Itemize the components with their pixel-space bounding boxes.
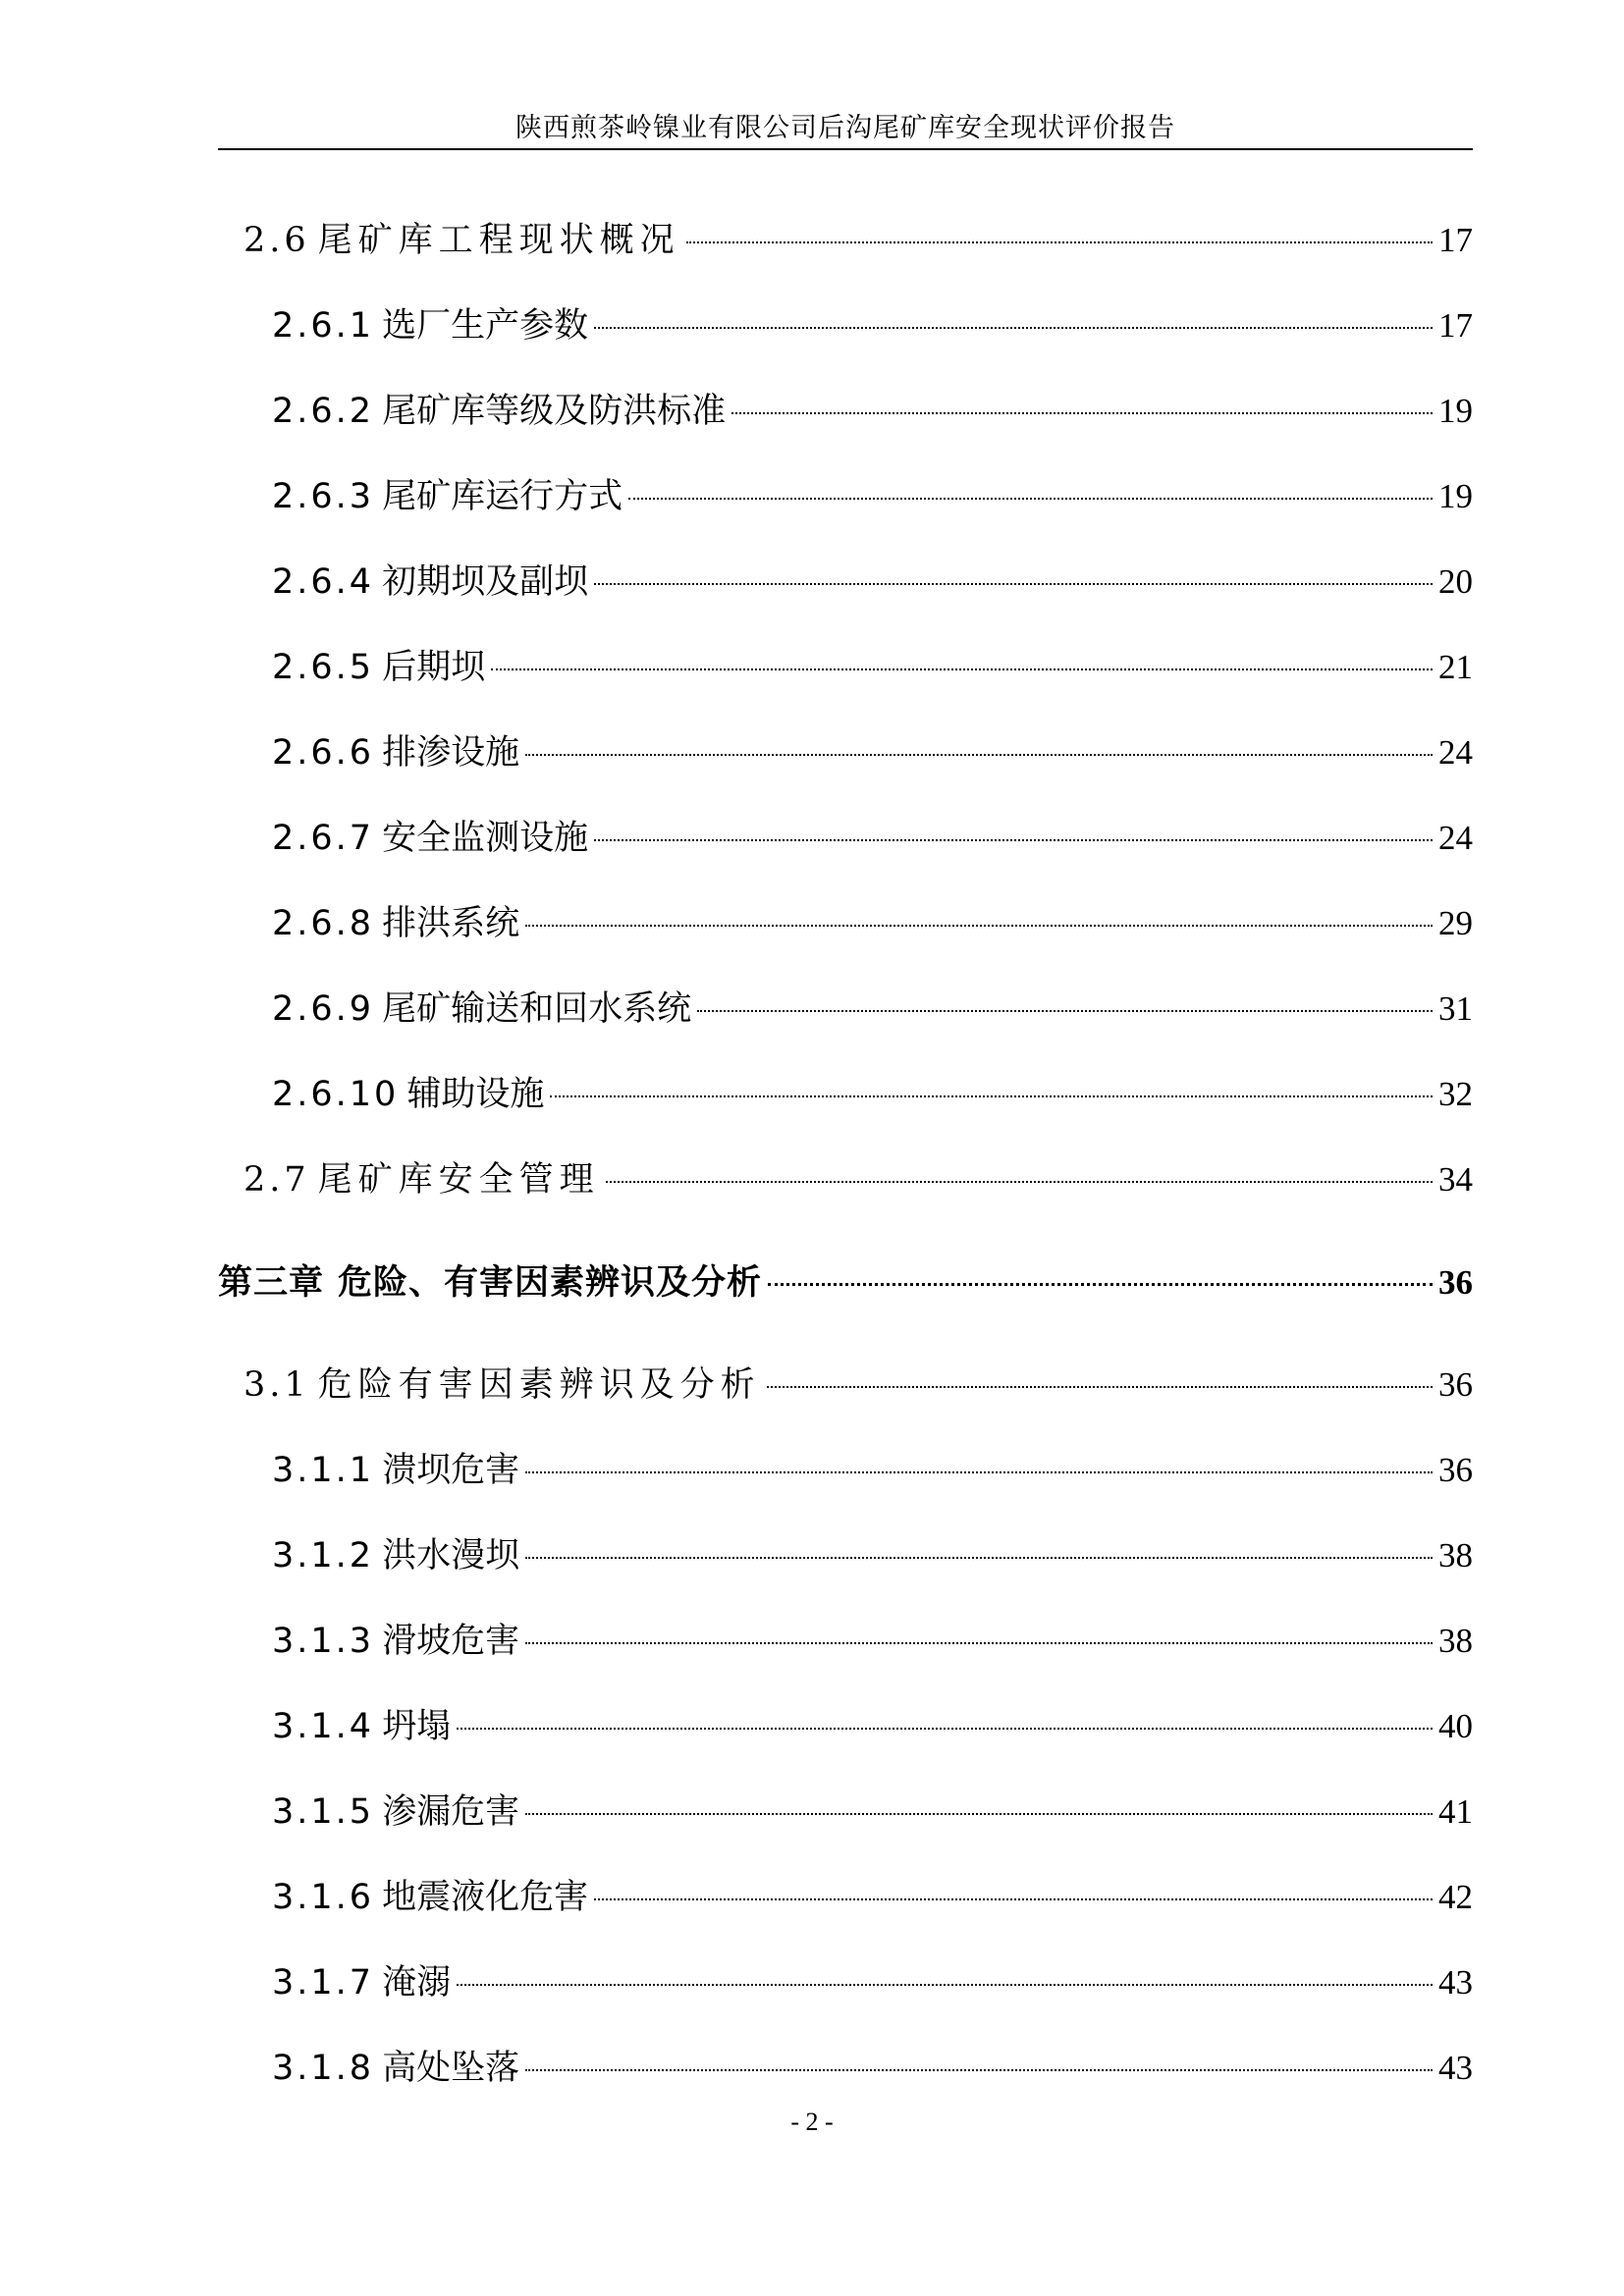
- toc-entry-number: 3.1: [244, 1365, 310, 1405]
- toc-entry-page: 20: [1438, 562, 1473, 601]
- toc-entry-page: 21: [1438, 648, 1473, 686]
- toc-chapter-entry[interactable]: [218, 1258, 1473, 1308]
- toc-entry[interactable]: [272, 1788, 1473, 1837]
- toc-entry-title: 辅助设施: [406, 1075, 545, 1114]
- toc-entry-number: 3.1.5: [272, 1792, 375, 1832]
- toc-dot-leader: [457, 1984, 1433, 1986]
- toc-entry-title: 安全监测设施: [382, 819, 589, 858]
- toc-entry-number: 第三章: [218, 1263, 325, 1303]
- toc-dot-leader: [491, 668, 1433, 670]
- toc-dot-leader: [606, 1181, 1433, 1183]
- toc-dot-leader: [525, 754, 1433, 756]
- toc-entry-page: 40: [1438, 1707, 1473, 1745]
- toc-entry-title: 溃坝危害: [382, 1451, 520, 1490]
- toc-entry-number: 2.6.9: [272, 989, 375, 1029]
- toc-dot-leader: [525, 1471, 1433, 1473]
- toc-entry-number: 2.6.1: [272, 306, 375, 346]
- header-rule: [218, 148, 1473, 150]
- toc-dot-leader: [594, 839, 1433, 841]
- toc-dot-leader: [550, 1095, 1433, 1097]
- toc-entry-number: 2.6.7: [272, 819, 375, 858]
- toc-entry[interactable]: [272, 985, 1473, 1034]
- toc-entry-page: 42: [1438, 1878, 1473, 1916]
- toc-entry[interactable]: [272, 1873, 1473, 1922]
- toc-entry-page: 36: [1438, 1451, 1473, 1489]
- toc-entry-title: 淹溺: [382, 1963, 452, 2002]
- toc-entry[interactable]: [272, 814, 1473, 863]
- toc-entry-title: 洪水漫坝: [382, 1536, 520, 1575]
- toc-entry[interactable]: [272, 899, 1473, 948]
- toc-dot-leader: [628, 498, 1433, 500]
- toc-dot-leader: [525, 1642, 1433, 1644]
- toc-entry-title: 尾矿库工程现状概况: [317, 221, 680, 260]
- toc-dot-leader: [697, 1010, 1433, 1012]
- toc-entry-number: 3.1.2: [272, 1536, 375, 1575]
- toc-entry[interactable]: [272, 1958, 1473, 2007]
- toc-entry-number: 3.1.7: [272, 1963, 375, 2002]
- toc-entry-page: 31: [1438, 989, 1473, 1028]
- toc-entry[interactable]: [272, 472, 1473, 521]
- toc-dot-leader: [731, 412, 1433, 414]
- toc-entry-title: 尾矿库等级及防洪标准: [382, 392, 727, 431]
- toc-entry-page: 43: [1438, 1963, 1473, 2002]
- toc-entry-title: 滑坡危害: [382, 1622, 520, 1661]
- toc-entry-number: 3.1.8: [272, 2049, 375, 2088]
- toc-entry-page: 36: [1438, 1365, 1473, 1404]
- toc-entry-page: 24: [1438, 819, 1473, 857]
- toc-dot-leader: [457, 1728, 1433, 1730]
- toc-entry[interactable]: [272, 1531, 1473, 1580]
- toc-entry-page: 38: [1438, 1622, 1473, 1660]
- toc-entry[interactable]: [272, 1702, 1473, 1751]
- toc-dot-leader: [768, 1283, 1433, 1286]
- toc-entry-number: 2.6.4: [272, 562, 375, 602]
- toc-dot-leader: [594, 327, 1433, 329]
- toc-entry-title: 渗漏危害: [382, 1792, 520, 1832]
- toc-entry-page: 19: [1438, 392, 1473, 430]
- toc-entry-title: 排洪系统: [382, 904, 520, 943]
- toc-entry[interactable]: [272, 728, 1473, 777]
- toc-dot-leader: [594, 1898, 1433, 1900]
- toc-entry-page: 19: [1438, 477, 1473, 515]
- toc-entry-number: 2.7: [244, 1160, 310, 1200]
- toc-entry-title: 地震液化危害: [382, 1878, 589, 1917]
- page-number: - 2 -: [790, 2108, 834, 2136]
- toc-entry-title: 危险、有害因素辨识及分析: [338, 1263, 763, 1303]
- toc-entry[interactable]: [272, 387, 1473, 436]
- toc-entry-page: 29: [1438, 904, 1473, 942]
- toc-entry-number: 2.6.8: [272, 904, 375, 943]
- toc-entry-number: 2.6.3: [272, 477, 375, 516]
- toc-entry-page: 34: [1438, 1160, 1473, 1199]
- toc-entry-number: 2.6.6: [272, 733, 375, 773]
- toc-entry-page: 36: [1438, 1263, 1473, 1302]
- toc-entry-page: 38: [1438, 1536, 1473, 1575]
- toc-dot-leader: [767, 1386, 1433, 1388]
- toc-entry-number: 2.6.10: [272, 1075, 400, 1114]
- toc-entry[interactable]: [272, 558, 1473, 607]
- toc-entry[interactable]: [272, 643, 1473, 692]
- toc-entry-number: 2.6.5: [272, 648, 375, 687]
- toc-dot-leader: [594, 583, 1433, 585]
- toc-dot-leader: [525, 925, 1433, 927]
- toc-entry[interactable]: [272, 1446, 1473, 1495]
- toc-entry-page: 24: [1438, 733, 1473, 772]
- running-header: 陕西煎茶岭镍业有限公司后沟尾矿库安全现状评价报告: [515, 113, 1175, 143]
- toc-entry-title: 尾矿库安全管理: [317, 1160, 600, 1200]
- toc-entry-title: 高处坠落: [382, 2049, 520, 2088]
- toc-dot-leader: [525, 1557, 1433, 1559]
- toc-entry-page: 17: [1438, 221, 1473, 259]
- toc-entry-number: 2.6: [244, 221, 310, 260]
- toc-entry-number: 3.1.1: [272, 1451, 375, 1490]
- toc-entry-page: 43: [1438, 2049, 1473, 2087]
- toc-entry[interactable]: [244, 1361, 1473, 1410]
- toc-dot-leader: [525, 2069, 1433, 2071]
- toc-entry[interactable]: [272, 1070, 1473, 1119]
- toc-entry[interactable]: [244, 216, 1473, 265]
- toc-entry[interactable]: [272, 301, 1473, 350]
- toc-entry[interactable]: [244, 1155, 1473, 1204]
- toc-entry[interactable]: [272, 1617, 1473, 1666]
- toc-entry-title: 选厂生产参数: [382, 306, 589, 346]
- toc-entry-title: 尾矿库运行方式: [382, 477, 623, 516]
- toc-entry-title: 初期坝及副坝: [382, 562, 589, 602]
- toc-entry-page: 17: [1438, 306, 1473, 345]
- toc-entry-page: 32: [1438, 1075, 1473, 1113]
- toc-entry-number: 3.1.4: [272, 1707, 375, 1746]
- toc-dot-leader: [525, 1813, 1433, 1815]
- toc-entry-page: 41: [1438, 1792, 1473, 1831]
- toc-entry-title: 坍塌: [382, 1707, 452, 1746]
- toc-entry[interactable]: [272, 2044, 1473, 2093]
- toc-entry-title: 排渗设施: [382, 733, 520, 773]
- toc-entry-title: 后期坝: [382, 648, 486, 687]
- toc-entry-title: 危险有害因素辨识及分析: [317, 1365, 761, 1405]
- toc-dot-leader: [686, 241, 1433, 243]
- toc-entry-number: 3.1.3: [272, 1622, 375, 1661]
- toc-entry-title: 尾矿输送和回水系统: [382, 989, 692, 1029]
- toc-entry-number: 2.6.2: [272, 392, 375, 431]
- toc-entry-number: 3.1.6: [272, 1878, 375, 1917]
